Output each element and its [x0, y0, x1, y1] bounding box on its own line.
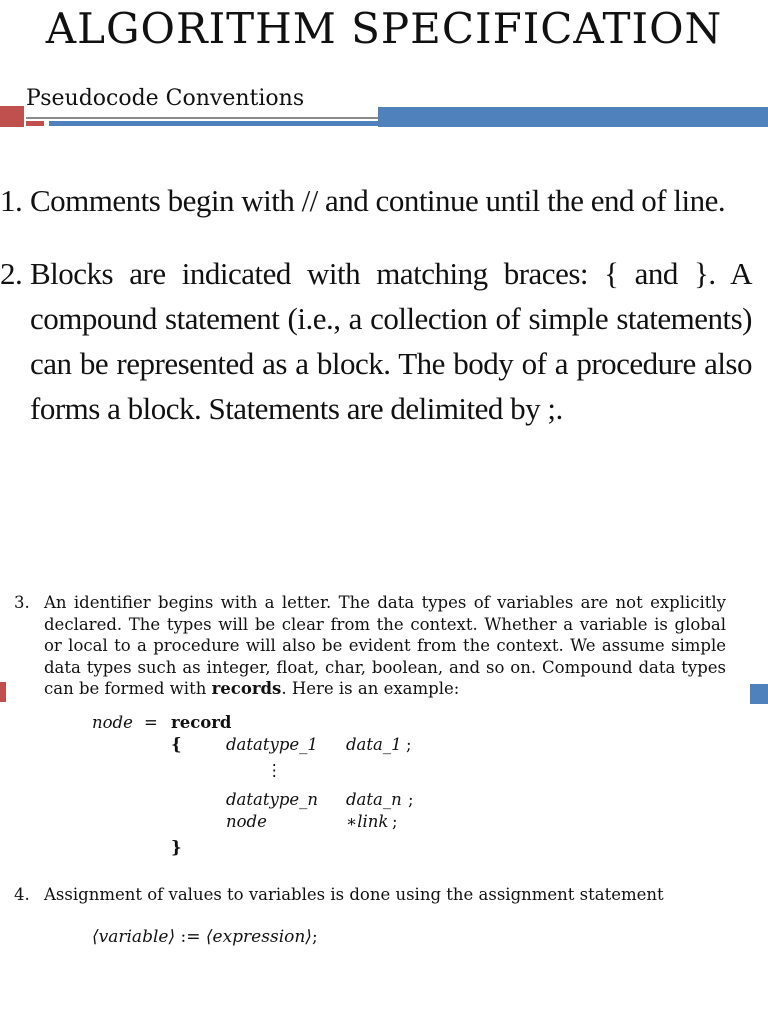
- assign-rhs: ⟨expression⟩: [205, 927, 312, 947]
- code-semicolon: ;: [392, 811, 398, 831]
- code-record: record: [171, 712, 232, 732]
- assign-op: :=: [180, 927, 201, 947]
- code-type-n: datatype_n: [226, 789, 319, 809]
- assignment-statement: [14, 927, 726, 949]
- paper-item-number: 4.: [14, 884, 30, 904]
- code-link: ∗link: [346, 811, 389, 831]
- accent-bar-red: [0, 106, 24, 127]
- slide-item-text: Comments begin with // and continue until the end of line.: [30, 183, 726, 218]
- slide-item-text: Blocks are indicated with matching braces: { and }. A compound statement (i.e., a collection of simple statements) can be represented as a block. The body of a procedure also forms a block. Statements are delimited by ;.: [30, 256, 752, 426]
- accent-bar-blue: [378, 107, 768, 127]
- assign-end: ;: [311, 927, 318, 947]
- accent-bar-blue-thin: [49, 121, 378, 126]
- slide-item: [0, 178, 752, 223]
- assign-lhs: ⟨variable⟩: [92, 927, 176, 947]
- section-subtitle: Pseudocode Conventions: [26, 86, 305, 111]
- code-equals: =: [144, 712, 158, 732]
- slide-item-number: 2.: [0, 256, 23, 291]
- paper-item-bold: records: [211, 679, 282, 698]
- paper-item-3: [14, 592, 726, 700]
- code-semicolon: ;: [406, 734, 412, 754]
- code-data-n: data_n: [346, 789, 402, 809]
- code-data-1: data_1: [346, 734, 402, 754]
- code-example: [14, 712, 726, 862]
- subtitle-underline: [26, 117, 378, 119]
- code-node: node: [92, 712, 133, 732]
- code-semicolon: ;: [408, 789, 414, 809]
- code-open-brace: {: [171, 734, 182, 754]
- slide-item: [0, 251, 752, 431]
- paper-excerpt: [14, 592, 726, 949]
- slide-item-number: 1.: [0, 183, 23, 218]
- paper-item-text-end: . Here is an example:: [281, 679, 460, 698]
- code-close-brace: }: [171, 837, 182, 857]
- code-type-1: datatype_1: [226, 734, 318, 754]
- paper-item-4: [14, 884, 726, 906]
- page-title: ALGORITHM SPECIFICATION: [45, 4, 723, 53]
- side-marker-blue: [750, 684, 768, 704]
- paper-item-text: An identifier begins with a letter. The data types of variables are not explicitly declared. The types will be clear from the context. Whether a variable is global or local to a procedure will also be evident from the context. We assume simple data types such as integer, float, char, boolean, and so on. Compound data types can be formed with: [44, 593, 726, 698]
- code-node-2: node: [226, 811, 267, 831]
- accent-bar-red-thin: [26, 121, 44, 126]
- side-marker-red: [0, 682, 6, 702]
- slide-list: [0, 178, 752, 459]
- paper-item-text: Assignment of values to variables is done using the assignment statement: [44, 884, 664, 904]
- paper-item-number: 3.: [14, 593, 30, 612]
- code-vdots: ⋮: [266, 760, 283, 780]
